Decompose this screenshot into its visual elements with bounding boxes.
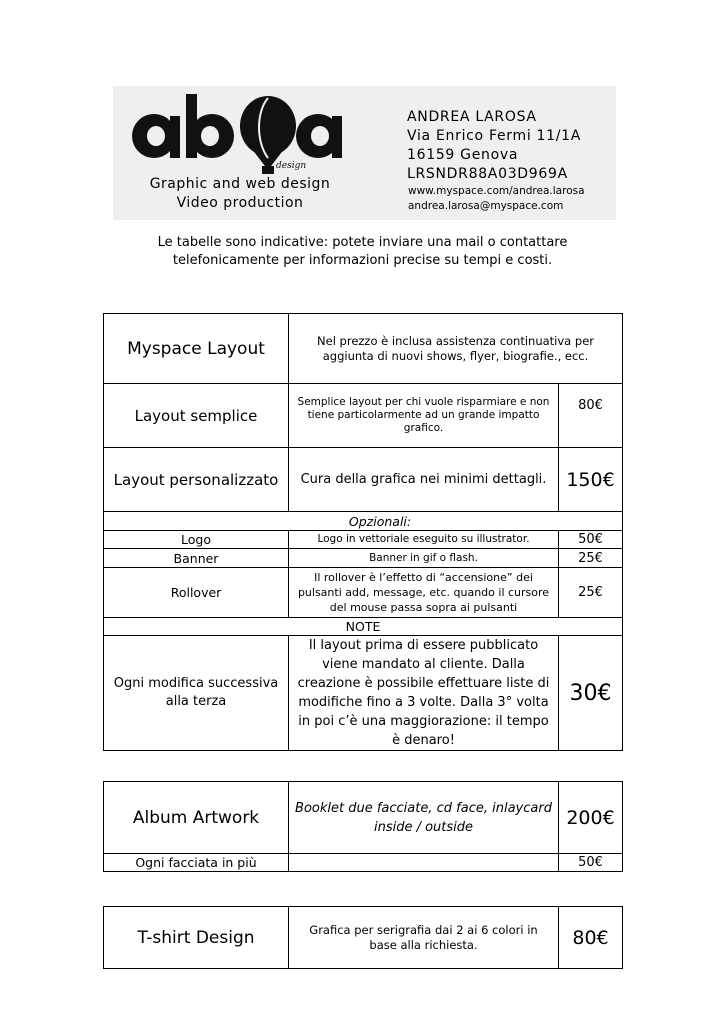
layout-semplice-desc: Semplice layout per chi vuole risparmiare e non tiene particolarmente ad un grande impatto grafico. — [289, 384, 559, 448]
album-title: Album Artwork — [104, 782, 289, 854]
myspace-title-desc: Nel prezzo è inclusa assistenza continuativa per aggiunta di nuovi shows, flyer, biografie., ecc. — [289, 314, 623, 384]
layout-personalizzato-name: Layout personalizzato — [104, 448, 289, 512]
contact-website[interactable]: www.myspace.com/andrea.larosa — [408, 185, 585, 197]
layout-personalizzato-desc: Cura della grafica nei minimi dettagli. — [289, 448, 559, 512]
album-price: 200€ — [559, 782, 623, 854]
svg-text:design: design — [276, 161, 307, 171]
note-desc: Il layout prima di essere pubblicato viene mandato al cliente. Dalla creazione è possibile effettuare liste di modifiche fino a 3 volte. Dalla 3° volta in poi c’è una maggiorazione: il tempo è denaro! — [289, 636, 559, 751]
note-price: 30€ — [559, 636, 623, 751]
intro-line-2: telefonicamente per informazioni precise su tempi e costi. — [172, 253, 553, 268]
tshirt-price: 80€ — [559, 907, 623, 969]
contact-fiscal-code: LRSNDR88A03D969A — [407, 166, 568, 182]
tshirt-desc: Grafica per serigrafia dai 2 ai 6 colori in base alla richiesta. — [289, 907, 559, 969]
abba-logo — [128, 92, 350, 178]
intro-text — [120, 234, 605, 270]
contact-city: 16159 Genova — [407, 147, 519, 163]
album-extra-name: Ogni facciata in più — [104, 854, 289, 872]
album-desc: Booklet due facciate, cd face, inlaycard inside / outside — [289, 782, 559, 854]
opt-rollover-desc: Il rollover è l’effetto di “accensione” dei pulsanti add, message, etc. quando il cursore del mouse passa sopra ai pulsanti — [289, 568, 559, 618]
album-extra-price: 50€ — [559, 854, 623, 872]
myspace-price-table — [103, 313, 623, 751]
contact-street: Via Enrico Fermi 11/1A — [407, 128, 582, 144]
layout-semplice-price: 80€ — [559, 384, 623, 448]
note-name: Ogni modifica successiva alla terza — [104, 636, 289, 751]
contact-email[interactable]: andrea.larosa@myspace.com — [408, 200, 564, 212]
opt-logo-price: 50€ — [559, 531, 623, 549]
opt-logo-desc: Logo in vettoriale eseguito su illustrator. — [289, 531, 559, 549]
tshirt-title: T-shirt Design — [104, 907, 289, 969]
layout-semplice-name: Layout semplice — [104, 384, 289, 448]
opt-banner-desc: Banner in gif o flash. — [289, 549, 559, 568]
tshirt-price-table — [103, 906, 623, 969]
myspace-title: Myspace Layout — [104, 314, 289, 384]
tagline-video: Video production — [176, 195, 304, 211]
opt-rollover-price: 25€ — [559, 568, 623, 618]
album-extra-desc — [289, 854, 559, 872]
contact-name: ANDREA LAROSA — [407, 109, 537, 125]
layout-personalizzato-price: 150€ — [559, 448, 623, 512]
opt-logo-name: Logo — [104, 531, 289, 549]
opt-rollover-name: Rollover — [104, 568, 289, 618]
tagline-graphic: Graphic and web design — [149, 176, 331, 192]
intro-line-1: Le tabelle sono indicative: potete inviare una mail o contattare — [157, 235, 568, 250]
opt-banner-name: Banner — [104, 549, 289, 568]
note-header: NOTE — [104, 618, 623, 636]
opt-banner-price: 25€ — [559, 549, 623, 568]
opzionali-header: Opzionali: — [104, 512, 623, 531]
album-price-table — [103, 781, 623, 872]
